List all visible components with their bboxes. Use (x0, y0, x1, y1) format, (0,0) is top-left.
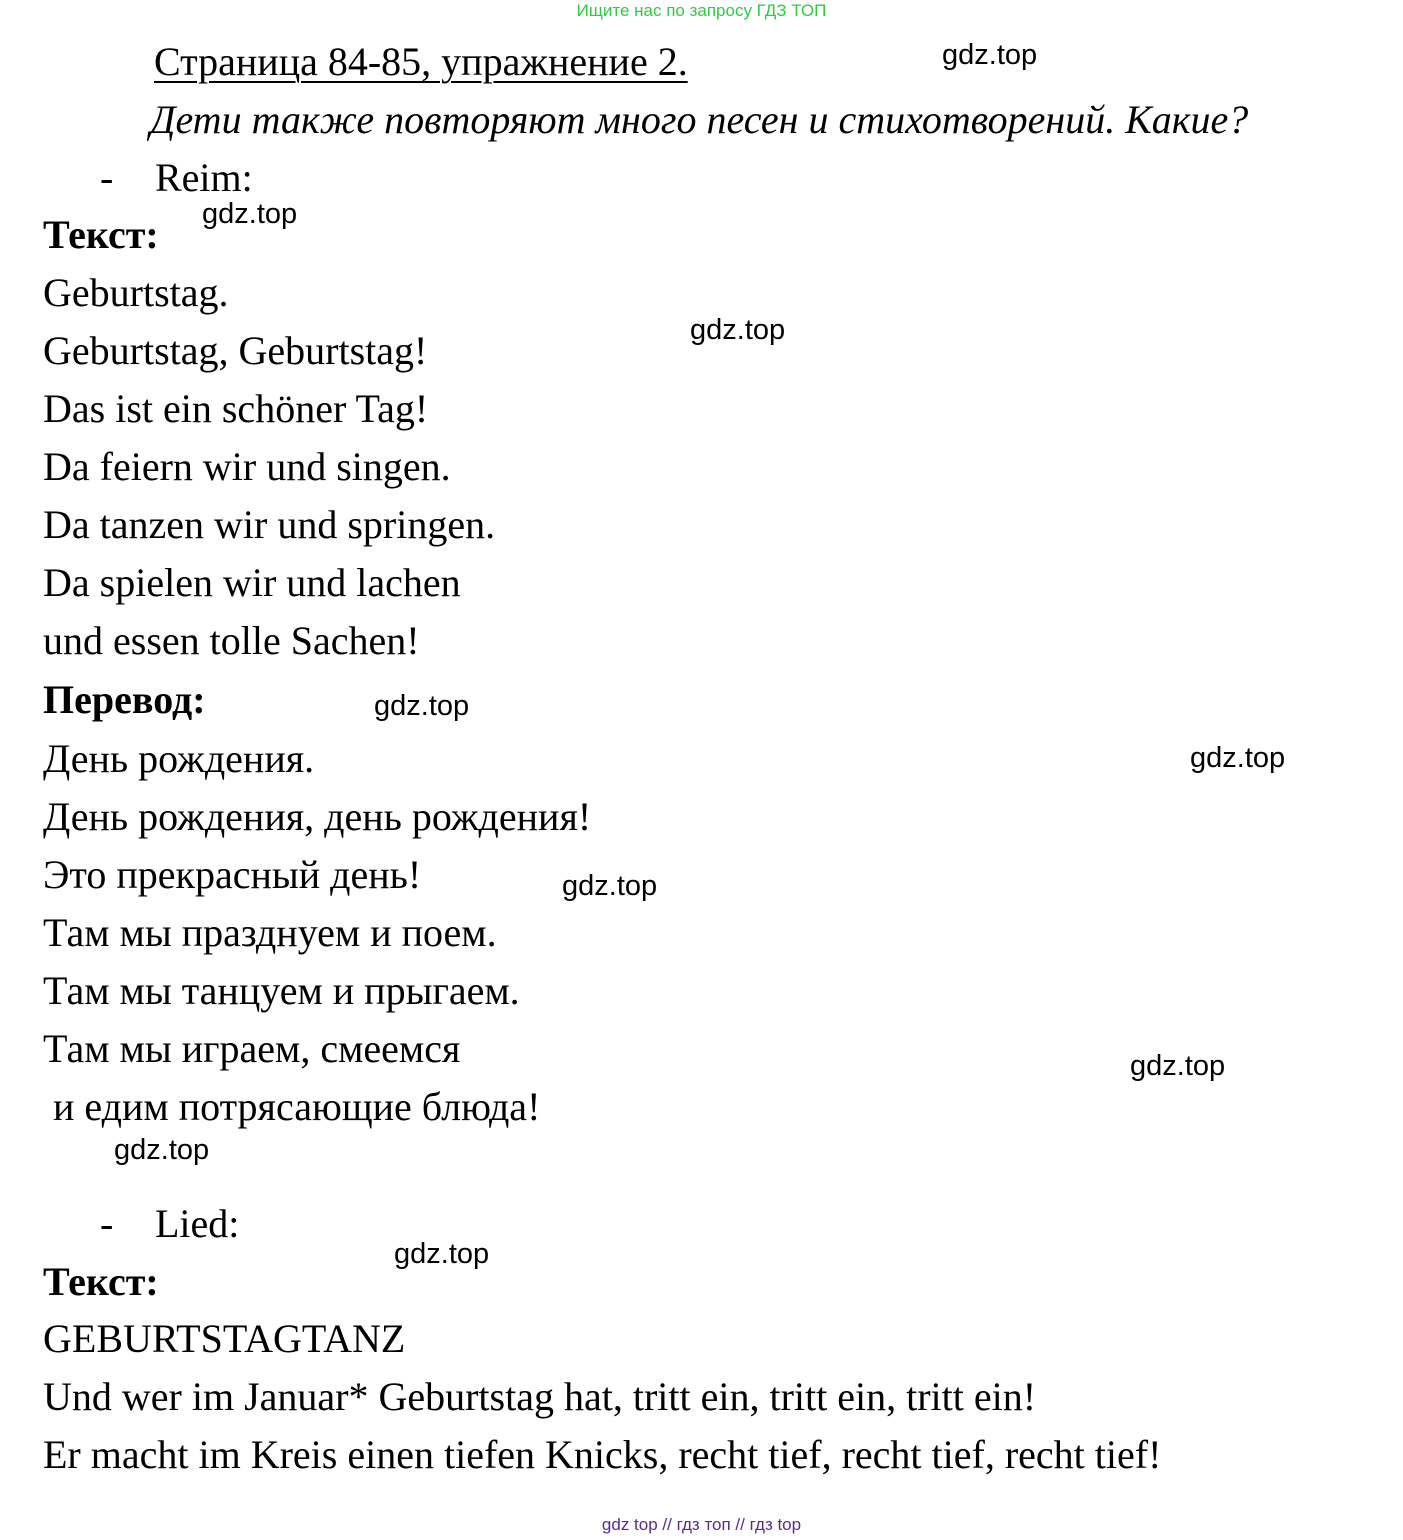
lied-line: Und wer im Januar* Geburtstag hat, tritt ein, tritt ein, tritt ein! (43, 1374, 1037, 1419)
lied-bullet: - (100, 1201, 114, 1246)
watermark: gdz.top (942, 39, 1038, 71)
translation-line: Там мы танцуем и прыгаем. (43, 968, 520, 1013)
translation-line: Там мы празднуем и поем. (43, 910, 497, 955)
watermark: gdz.top (202, 198, 298, 230)
translation-line: Это прекрасный день! (43, 852, 422, 897)
reim-line: Da tanzen wir und springen. (43, 502, 496, 547)
watermark: gdz.top (562, 870, 658, 902)
translation-line: День рождения, день рождения! (43, 794, 592, 839)
watermark: gdz.top (394, 1238, 490, 1270)
reim-bullet: - (100, 155, 114, 200)
watermark: gdz.top (690, 314, 786, 346)
reim-line: und essen tolle Sachen! (43, 618, 420, 663)
watermark: gdz.top (1190, 742, 1286, 774)
top-banner[interactable]: Ищите нас по запросу ГДЗ ТОП (576, 1, 827, 20)
exercise-question: Дети также повторяют много песен и стихотворений. Какие? (150, 97, 1249, 142)
watermark: gdz.top (374, 690, 470, 722)
watermark: gdz.top (114, 1134, 210, 1166)
lied-label: Lied: (155, 1201, 240, 1246)
reim-text-heading: Текст: (43, 212, 159, 257)
translation-line: День рождения. (43, 736, 315, 781)
reim-line: Geburtstag. (43, 270, 229, 315)
lied-text-heading: Текст: (43, 1259, 159, 1304)
reim-label: Reim: (155, 155, 253, 200)
reim-line: Geburtstag, Geburtstag! (43, 328, 428, 373)
translation-line: Там мы играем, смеемся (43, 1026, 461, 1071)
page-title: Страница 84-85, упражнение 2. (154, 39, 688, 84)
lied-line: GEBURTSTAGTANZ (43, 1316, 406, 1361)
reim-line: Da spielen wir und lachen (43, 560, 461, 605)
watermark: gdz.top (1130, 1050, 1226, 1082)
reim-line: Da feiern wir und singen. (43, 444, 451, 489)
reim-line: Das ist ein schöner Tag! (43, 386, 429, 431)
translation-line: и едим потрясающие блюда! (43, 1084, 541, 1129)
footer-links[interactable]: gdz top // гдз топ // гдз top (601, 1515, 802, 1534)
lied-line: Er macht im Kreis einen tiefen Knicks, recht tief, recht tief, recht tief! (43, 1432, 1162, 1477)
reim-translation-heading: Перевод: (43, 677, 206, 722)
